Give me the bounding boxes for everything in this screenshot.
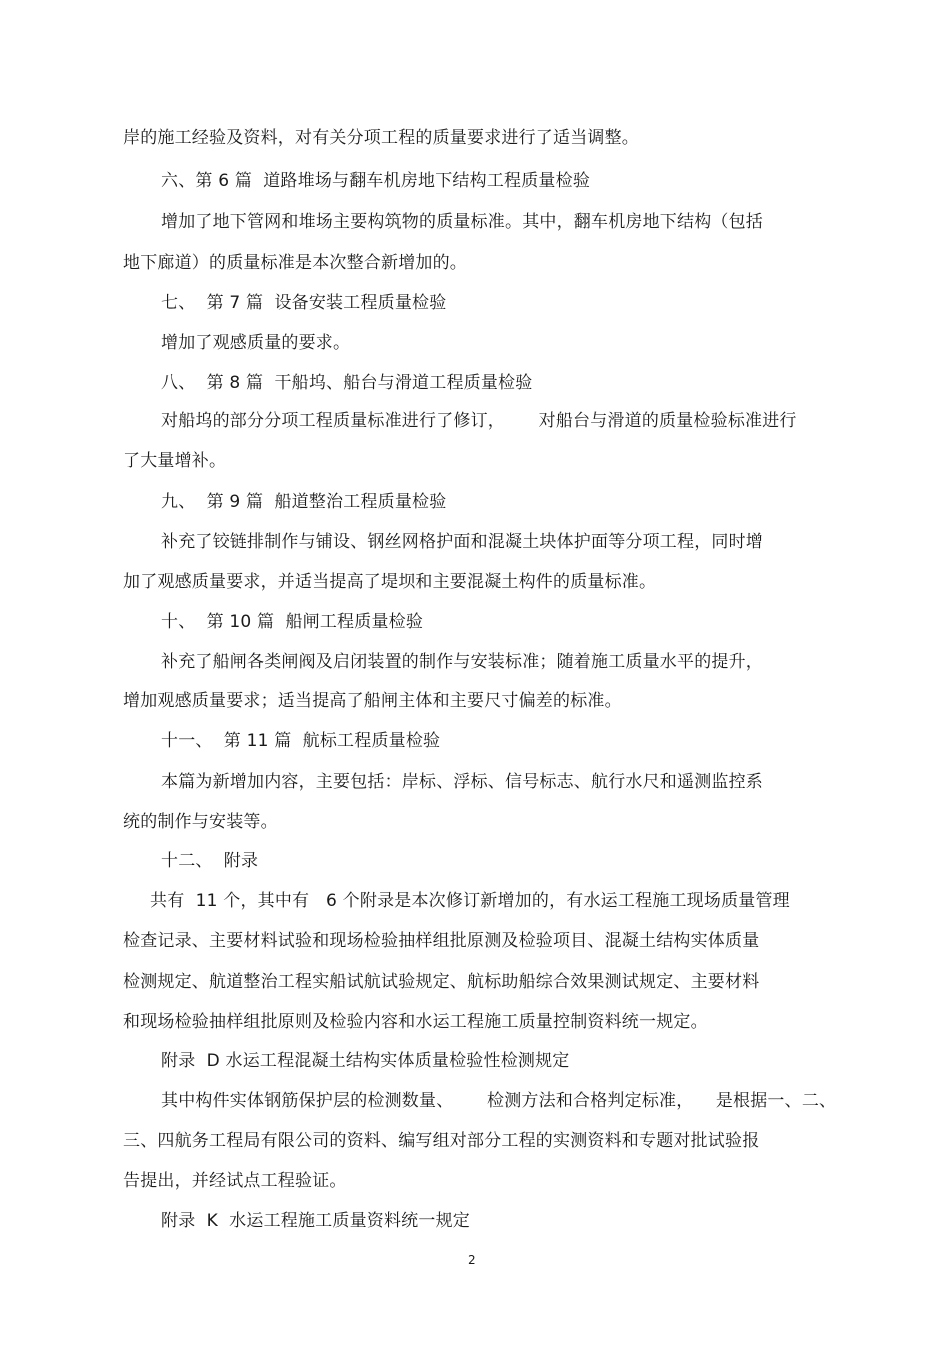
- section-heading: 十二、 附录: [161, 851, 259, 871]
- text-line: 补充了铰链排制作与铺设、钢丝网格护面和混凝土块体护面等分项工程，同时增: [161, 532, 763, 552]
- text-line: 增加了地下管网和堆场主要构筑物的质量标准。其中，翻车机房地下结构（包括: [161, 212, 763, 232]
- section-heading: 十一、 第 11 篇 航标工程质量检验: [161, 731, 441, 751]
- text-line: 其中构件实体钢筋保护层的检测数量、 检测方法和合格判定标准， 是根据一、二、: [161, 1091, 837, 1111]
- section-heading: 十、 第 10 篇 船闸工程质量检验: [161, 612, 424, 632]
- text-line: 岸的施工经验及资料，对有关分项工程的质量要求进行了适当调整。: [123, 128, 639, 148]
- text-line: 本篇为新增加内容，主要包括：岸标、浮标、信号标志、航行水尺和遥测监控系: [161, 772, 763, 792]
- text-line: 增加了观感质量的要求。: [161, 333, 351, 353]
- section-heading: 七、 第 7 篇 设备安装工程质量检验: [161, 293, 447, 313]
- text-line: 检测规定、航道整治工程实船试航试验规定、航标助船综合效果测试规定、主要材料: [123, 972, 760, 992]
- section-heading: 附录 D 水运工程混凝土结构实体质量检验性检测规定: [161, 1051, 570, 1071]
- page-number: 2: [468, 1253, 476, 1267]
- text-line: 地下廊道）的质量标准是本次整合新增加的。: [123, 253, 467, 273]
- text-line: 对船坞的部分分项工程质量标准进行了修订， 对船台与滑道的质量检验标准进行: [161, 411, 797, 431]
- text-line: 共有 11 个，其中有 6 个附录是本次修订新增加的，有水运工程施工现场质量管理: [150, 891, 790, 911]
- text-line: 告提出，并经试点工程验证。: [123, 1171, 347, 1191]
- text-line: 三、四航务工程局有限公司的资料、编写组对部分工程的实测资料和专题对批试验报: [123, 1131, 760, 1151]
- text-line: 增加观感质量要求；适当提高了船闸主体和主要尺寸偏差的标准。: [123, 691, 622, 711]
- section-heading: 六、第 6 篇 道路堆场与翻车机房地下结构工程质量检验: [161, 171, 591, 191]
- text-line: 补充了船闸各类闸阀及启闭装置的制作与安装标准；随着施工质量水平的提升，: [161, 652, 763, 672]
- text-line: 了大量增补。: [123, 451, 227, 471]
- text-line: 和现场检验抽样组批原则及检验内容和水运工程施工质量控制资料统一规定。: [123, 1012, 708, 1032]
- text-line: 检查记录、主要材料试验和现场检验抽样组批原测及检验项目、混凝土结构实体质量: [123, 931, 760, 951]
- text-line: 加了观感质量要求，并适当提高了堤坝和主要混凝土构件的质量标准。: [123, 572, 657, 592]
- section-heading: 九、 第 9 篇 船道整治工程质量检验: [161, 492, 447, 512]
- section-heading: 八、 第 8 篇 干船坞、船台与滑道工程质量检验: [161, 373, 533, 393]
- section-heading: 附录 K 水运工程施工质量资料统一规定: [161, 1211, 470, 1231]
- text-line: 统的制作与安装等。: [123, 812, 278, 832]
